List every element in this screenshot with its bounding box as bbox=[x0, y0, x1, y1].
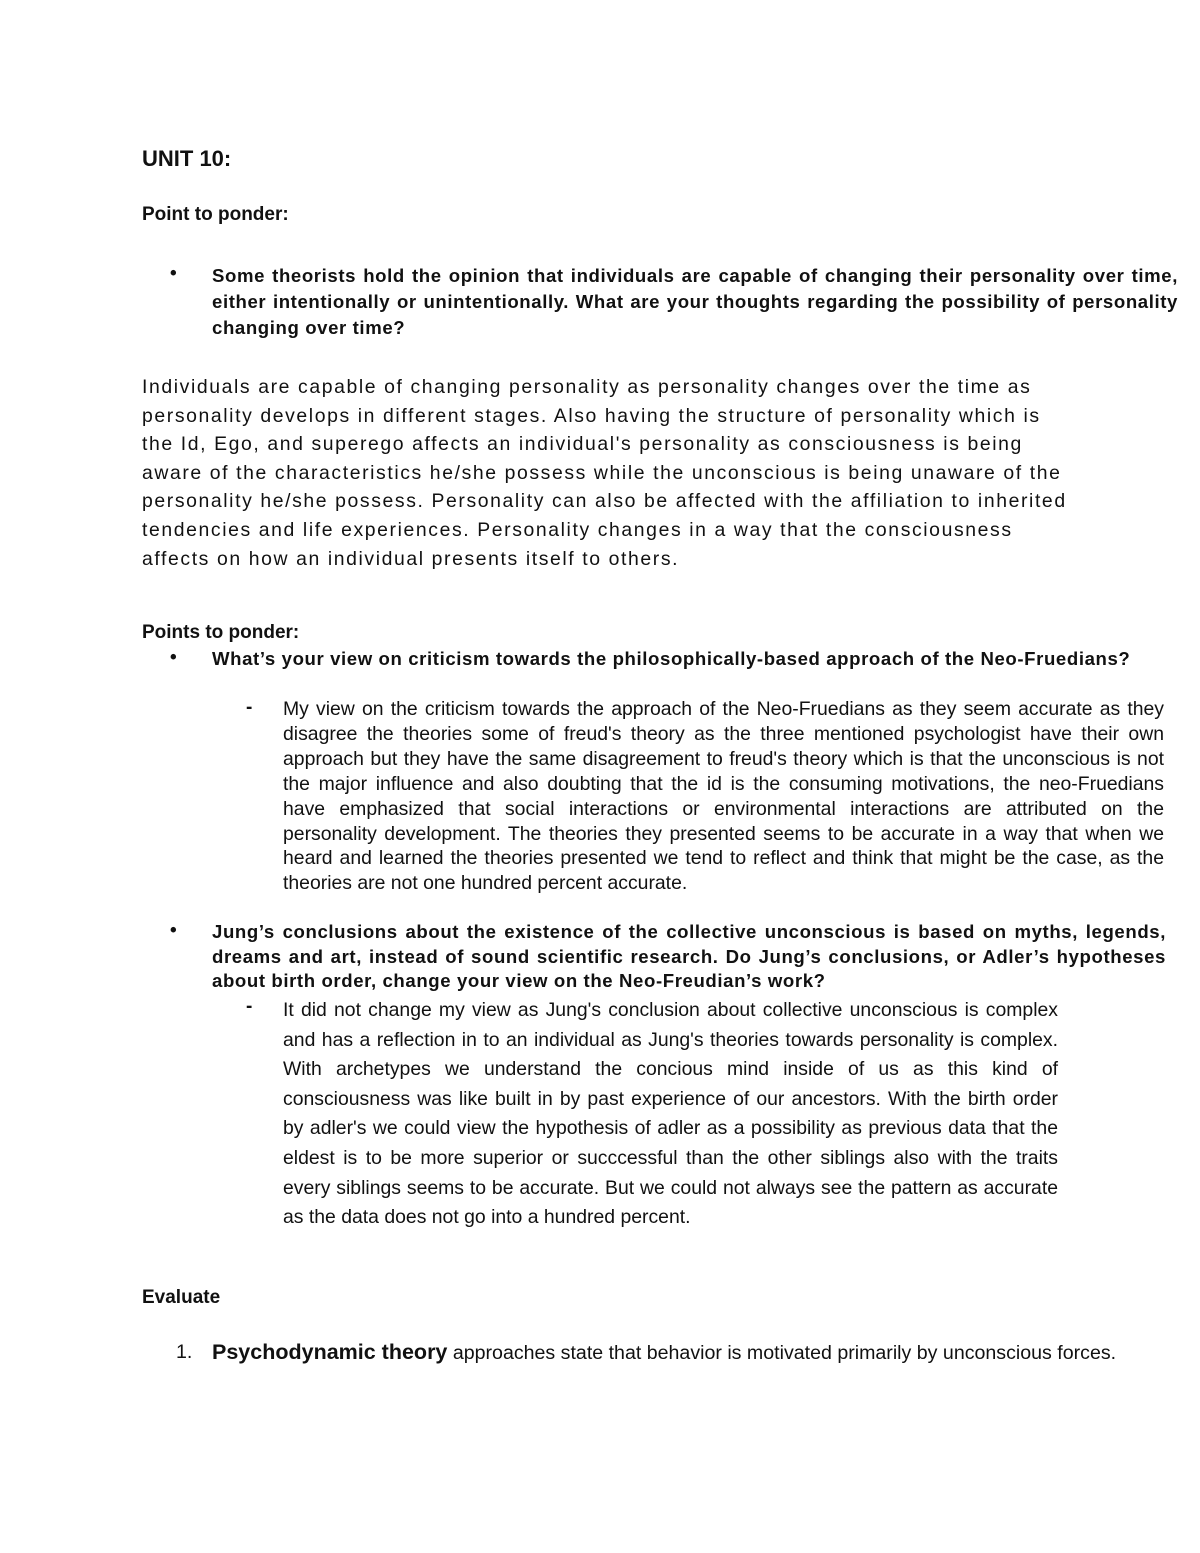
evaluate-item-text bbox=[212, 1337, 1156, 1368]
section1-question-item bbox=[170, 263, 1178, 341]
evaluate-term: Psychodynamic theory bbox=[212, 1340, 448, 1364]
evaluate-heading: Evaluate bbox=[142, 1287, 221, 1308]
evaluate-item-number: 1. bbox=[176, 1341, 193, 1363]
section2-question-2: Jung’s conclusions about the existence of the collective unconscious is based on myths, legends, dreams and art, instead of sound scientific research. Do Jung’s conclusions, or Adler’s hypotheses about birth order, change your view on the Neo-Freudian’s work? bbox=[212, 921, 1166, 991]
section2-answer-item-1 bbox=[246, 697, 1164, 896]
bullet-icon: • bbox=[170, 263, 177, 284]
section2-heading: Points to ponder: bbox=[142, 622, 300, 643]
bullet-icon: • bbox=[170, 647, 177, 668]
dash-icon: - bbox=[246, 996, 253, 1017]
evaluate-item-1 bbox=[176, 1337, 1156, 1368]
dash-icon: - bbox=[246, 697, 253, 718]
section2-answer-2: It did not change my view as Jung's conclusion about collective unconscious is complex and has a reflection in to an individual as Jung's theories towards personality is complex. With archetypes we understand the concious mind inside of us as this kind of consciousness was like built in by past experience of our ancestors. With the birth order by adler's we could view the hypothesis of adler as a possibility as previous data that the eldest is to be more superior or succcessful than the other siblings also with the traits every siblings seems to be accurate. But we could not always see the pattern as accurate as the data does not go into a hundred percent. bbox=[283, 999, 1058, 1229]
section2-question-item-1 bbox=[170, 647, 1166, 671]
unit-title: UNIT 10: bbox=[142, 146, 232, 171]
section2-question-1: What’s your view on criticism towards the philosophically-based approach of the Neo-Fruedians? bbox=[212, 648, 1131, 669]
bullet-icon: • bbox=[170, 920, 177, 941]
section1-heading: Point to ponder: bbox=[142, 204, 289, 225]
section2-answer-item-2 bbox=[246, 996, 1058, 1233]
section2-answer-1: My view on the criticism towards the approach of the Neo-Fruedians as they seem accurate as they disagree the theories some of freud's theory as the three mentioned psychologist have their own approach but they have the same disagreement to freud's theory which is that the unconscious is not the major influence and also doubting that the id is the consuming motivations, the neo-Fruedians have emphasized that social interactions or environmental interactions are attributed on the personality development. The theories they presented seems to be accurate in a way that when we heard and learned the theories presented we tend to reflect and think that might be the case, as the theories are not one hundred percent accurate. bbox=[283, 698, 1164, 895]
section1-answer: Individuals are capable of changing personality as personality changes over the time as personality develops in different stages. Also having the structure of personality which is the Id, Ego, and superego affects an individual's personality as consciousness is being aware of the characteristics he/she possess while the unconscious is being unaware of the personality he/she possess. Personality can also be affected with the affiliation to inherited tendencies and life experiences. Personality changes in a way that the consciousness affects on how an individual presents itself to others. bbox=[142, 376, 1067, 570]
section2-question-item-2 bbox=[170, 920, 1166, 994]
section1-question: Some theorists hold the opinion that individuals are capable of changing their personality over time, either intentionally or unintentionally. What are your thoughts regarding the possibility of personality changing over time? bbox=[212, 265, 1178, 338]
evaluate-definition: approaches state that behavior is motivated primarily by unconscious forces. bbox=[447, 1342, 1117, 1364]
